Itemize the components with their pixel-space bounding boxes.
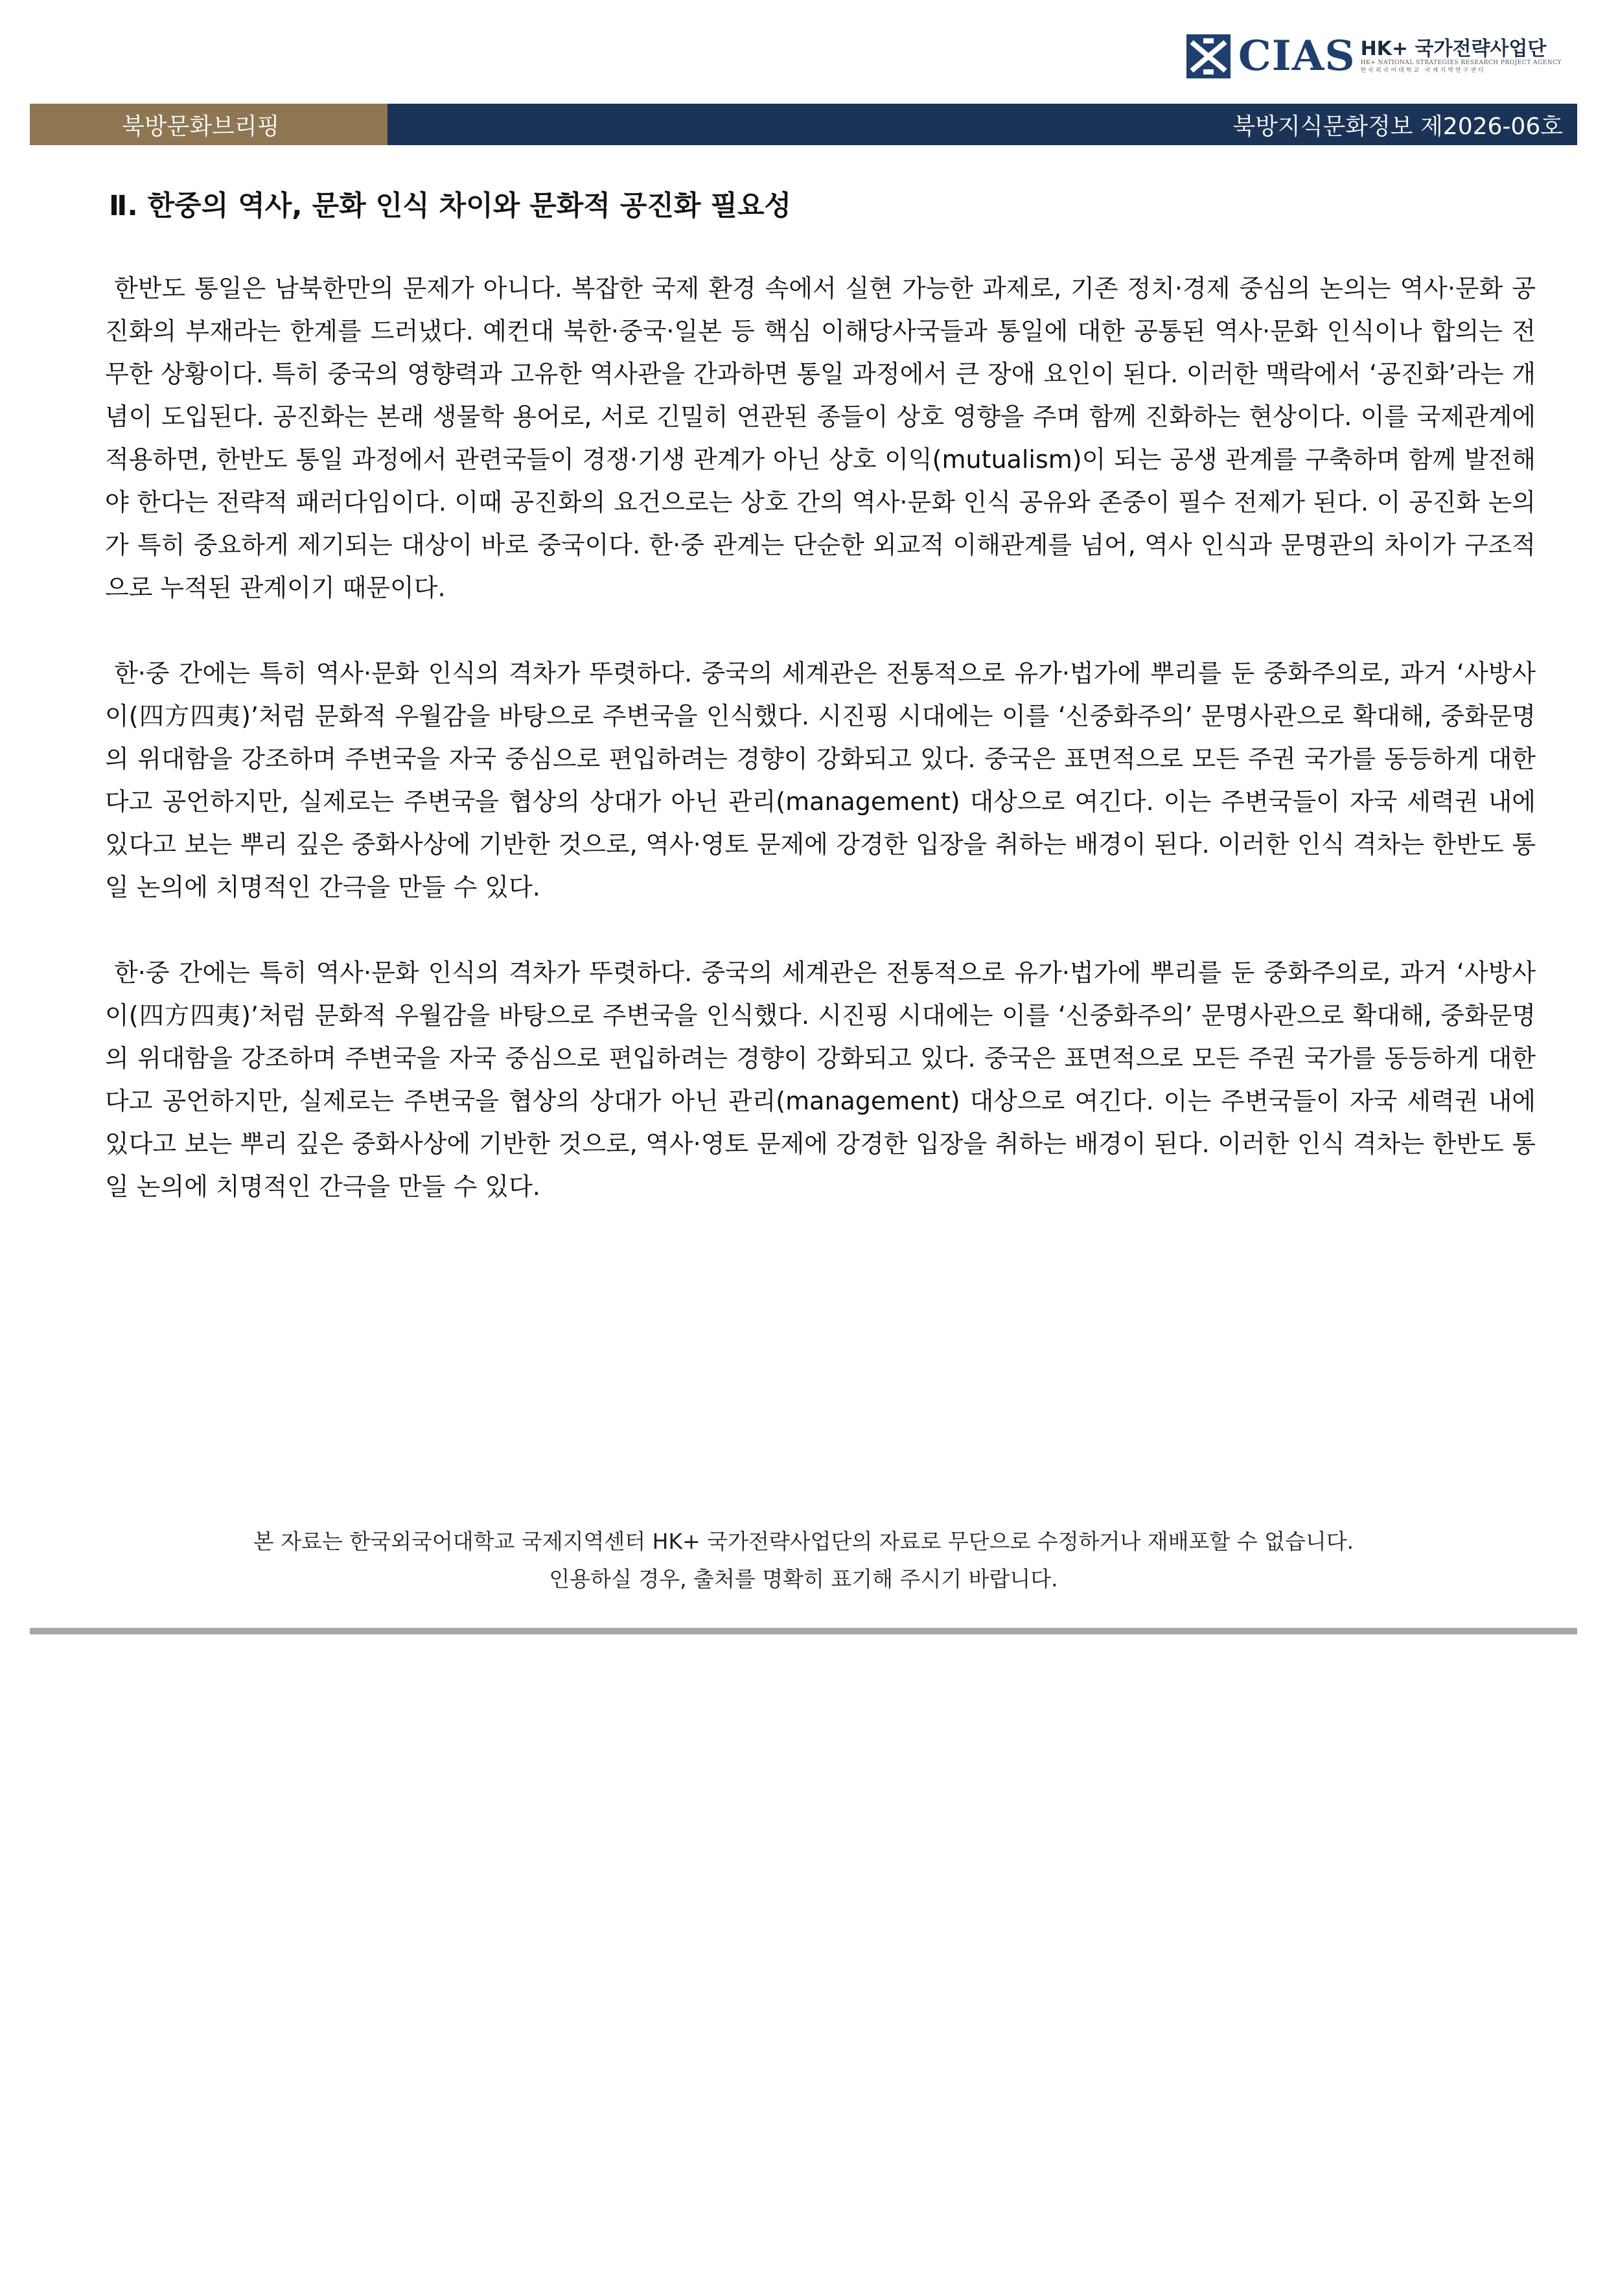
section-heading: Ⅱ. 한중의 역사, 문화 인식 차이와 문화적 공진화 필요성	[109, 190, 792, 222]
logo-subtitle-korean: 한국외국어대학교 국제지역연구센터	[1360, 67, 1486, 74]
footer-citation-line: 인용하실 경우, 출처를 명확히 표기해 주시기 바랍니다.	[549, 1566, 1058, 1592]
header-bar	[30, 104, 1577, 145]
logo-wordmark: CIAS	[1238, 32, 1356, 80]
logo-title: HK+ 국가전략사업단	[1360, 37, 1547, 60]
footer-copyright-line: 본 자료는 한국외국어대학교 국제지역센터 HK+ 국가전략사업단의 자료로 무단으로 수정하거나 재배포할 수 없습니다.	[253, 1529, 1354, 1554]
logo-text-group	[1361, 38, 1562, 75]
paragraph-3: 한·중 간에는 특히 역사·문화 인식의 격차가 뚜렷하다. 중국의 세계관은 전통적으로 유가·법가에 뿌리를 둔 중화주의로, 과거 ‘사방사이(四方四夷)’처럼 문화적 우월감을 바탕으로 주변국을 인식했다. 시진핑 시대에는 이를 ‘신중화주의’ 문명사관으로 확대해, 중화문명의 위대함을 강조하며 주변국을 자국 중심으로 편입하려는 경향이 강화되고 있다. 중국은 표면적으로 모든 주권 국가를 동등하게 대한다고 공언하지만, 실제로는 주변국을 협상의 상대가 아닌 관리(management) 대상으로 여긴다. 이는 주변국들이 자국 세력권 내에 있다고 보는 뿌리 깊은 중화사상에 기반한 것으로, 역사·영토 문제에 강경한 입장을 취하는 배경이 된다. 이러한 인식 격차는 한반도 통일 논의에 치명적인 간극을 만들 수 있다.	[105, 958, 1536, 1201]
logo-subtitle-english: HK+ NATIONAL STRATEGIES RESEARCH PROJECT AGENCY	[1360, 59, 1562, 66]
footer-notice	[0, 1523, 1607, 1598]
paragraph-1: 한반도 통일은 남북한만의 문제가 아니다. 복잡한 국제 환경 속에서 실현 가능한 과제로, 기존 정치·경제 중심의 논의는 역사·문화 공진화의 부재라는 한계를 드러냈다. 예컨대 북한·중국·일본 등 핵심 이해당사국들과 통일에 대한 공통된 역사·문화 인식이나 합의는 전무한 상황이다. 특히 중국의 영향력과 고유한 역사관을 간과하면 통일 과정에서 큰 장애 요인이 된다. 이러한 맥락에서 ‘공진화’라는 개념이 도입된다. 공진화는 본래 생물학 용어로, 서로 긴밀히 연관된 종들이 상호 영향을 주며 함께 진화하는 현상이다. 이를 국제관계에 적용하면, 한반도 통일 과정에서 관련국들이 경쟁·기생 관계가 아닌 상호 이익(mutualism)이 되는 공생 관계를 구축하며 함께 발전해야 한다는 전략적 패러다임이다. 이때 공진화의 요건으로는 상호 간의 역사·문화 인식 공유와 존중이 필수 전제가 된다. 이 공진화 논의가 특히 중요하게 제기되는 대상이 바로 중국이다. 한·중 관계는 단순한 외교적 이해관계를 넘어, 역사 인식과 문명관의 차이가 구조적으로 누적된 관계이기 때문이다.	[105, 274, 1536, 602]
header-category: 북방문화브리핑	[30, 104, 387, 145]
footer-divider	[30, 1628, 1577, 1634]
document-body	[105, 267, 1536, 1251]
cias-emblem-icon	[1185, 33, 1232, 80]
paragraph-2: 한·중 간에는 특히 역사·문화 인식의 격차가 뚜렷하다. 중국의 세계관은 전통적으로 유가·법가에 뿌리를 둔 중화주의로, 과거 ‘사방사이(四方四夷)’처럼 문화적 우월감을 바탕으로 주변국을 인식했다. 시진핑 시대에는 이를 ‘신중화주의’ 문명사관으로 확대해, 중화문명의 위대함을 강조하며 주변국을 자국 중심으로 편입하려는 경향이 강화되고 있다. 중국은 표면적으로 모든 주권 국가를 동등하게 대한다고 공언하지만, 실제로는 주변국을 협상의 상대가 아닌 관리(management) 대상으로 여긴다. 이는 주변국들이 자국 세력권 내에 있다고 보는 뿌리 깊은 중화사상에 기반한 것으로, 역사·영토 문제에 강경한 입장을 취하는 배경이 된다. 이러한 인식 격차는 한반도 통일 논의에 치명적인 간극을 만들 수 있다.	[105, 659, 1536, 901]
cias-logo	[1185, 27, 1562, 86]
header-issue-number: 북방지식문화정보 제2026-06호	[387, 104, 1577, 145]
